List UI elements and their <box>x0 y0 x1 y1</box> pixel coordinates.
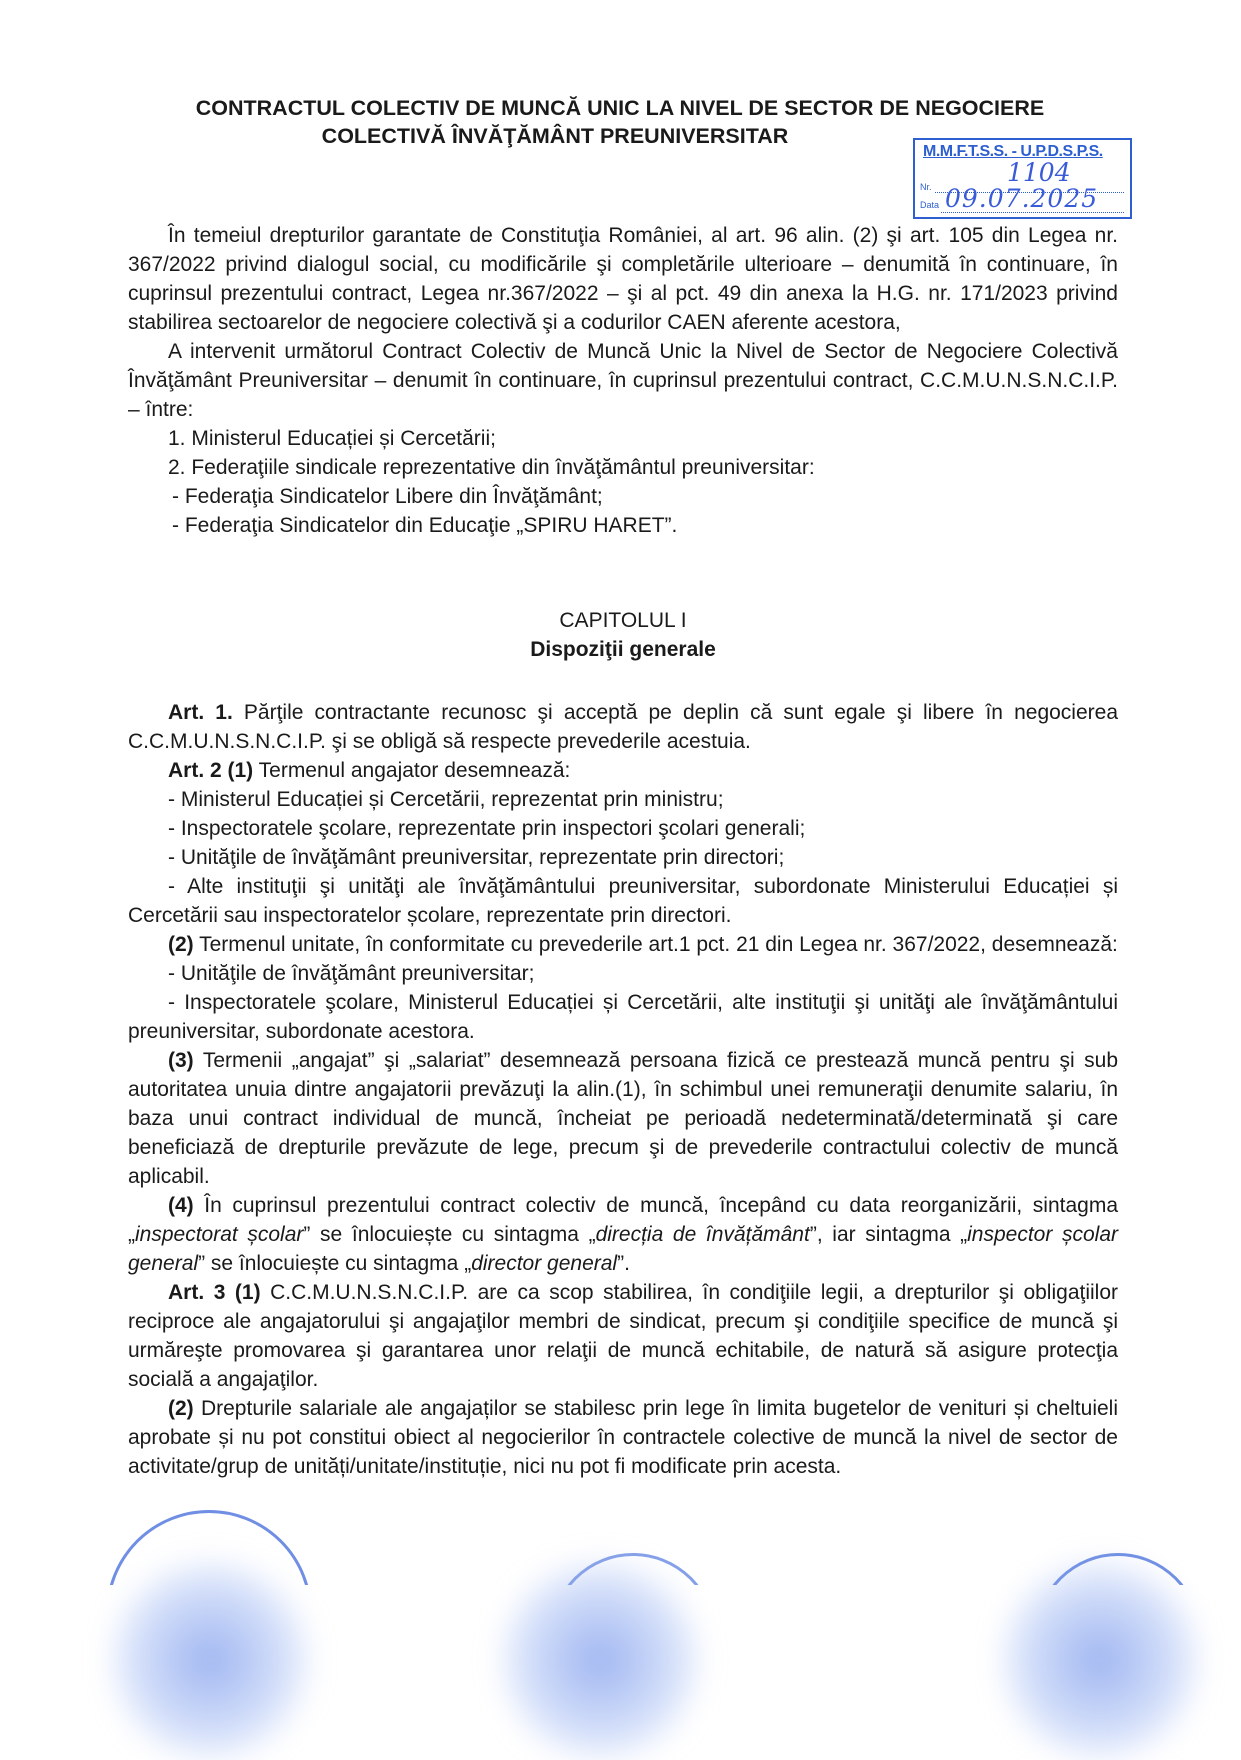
blurred-seal-left <box>110 1560 310 1760</box>
stamp-date-value: 09.07.2025 <box>945 184 1099 213</box>
article-label: Art. 3 (1) <box>168 1281 261 1304</box>
list-item: - Ministerul Educației și Cercetării, reprezentat prin ministru; <box>168 788 724 811</box>
list-item: - Unităţile de învăţământ preuniversitar, reprezentate prin directori; <box>168 846 785 869</box>
blurred-seal-center <box>500 1560 700 1760</box>
chapter-subtitle: Dispoziţii generale <box>530 638 716 661</box>
party-item: 2. Federaţiile sindicale reprezentative din învăţământul preuniversitar: <box>168 456 815 479</box>
article-label: Art. 1. <box>168 701 233 724</box>
party-item: - Federaţia Sindicatelor din Educaţie „SPIRU HARET”. <box>172 514 678 537</box>
stamp-date-label: Data <box>920 200 940 210</box>
article-2: Art. 2 (1) Termenul angajator desemnează: <box>168 759 571 782</box>
party-item: 1. Ministerul Educației și Cercetării; <box>168 427 496 450</box>
article-1: Art. 1. Părţile contractante recunosc şi acceptă pe deplin că sunt egale şi libere în negocierea C.C.M.U.N.S.N.C.I.P. şi se obligă să respecte prevederile acestuia. <box>128 701 1118 753</box>
title-line-1: CONTRACTUL COLECTIV DE MUNCĂ UNIC LA NIVEL DE SECTOR DE NEGOCIERE <box>195 96 1045 120</box>
article-2-paragraph-2: (2) Termenul unitate, în conformitate cu prevederile art.1 pct. 21 din Legea nr. 367/2022, desemnează: <box>168 933 1118 956</box>
chapter-title: CAPITOLUL I <box>559 609 687 632</box>
preamble-paragraph: În temeiul drepturilor garantate de Constituţia României, al art. 96 alin. (2) şi art. 105 din Legea nr. 367/2022 privind dialogul social, cu modificările şi completările ulterioare – denumită în continuare, în cuprinsul prezentului contract, Legea nr.367/2022 – şi al pct. 49 din anexa la H.G. nr. 171/2023 privind stabilirea sectoarelor de negociere colectivă şi a codurilor CAEN aferente acestora, <box>128 224 1118 334</box>
list-item: - Inspectoratele şcolare, reprezentate prin inspectori şcolari generali; <box>168 817 806 840</box>
title-line-2: COLECTIVĂ ÎNVĂŢĂMÂNT PREUNIVERSITAR <box>321 124 789 148</box>
stamp-header: M.M.F.T.S.S. - U.P.D.S.P.S. <box>923 143 1103 160</box>
list-item: - Unităţile de învăţământ preuniversitar; <box>168 962 535 985</box>
list-item: - Inspectoratele şcolare, Ministerul Educației și Cercetării, alte instituţii şi unităţi ale învăţământului preuniversitar, subordonate acestora. <box>128 991 1118 1043</box>
article-3-paragraph-2: (2) Drepturile salariale ale angajaților se stabilesc prin lege în limita bugetelor de venituri și cheltuieli aprobate și nu pot constitui obiect al negocierilor în contractele colective de muncă la nivel de sector de activitate/grup de unități/unitate/instituție, nici nu pot fi modificate prin acesta. <box>128 1397 1118 1478</box>
document-body <box>128 221 1118 1481</box>
registration-stamp <box>913 138 1132 219</box>
article-3: Art. 3 (1) C.C.M.U.N.S.N.C.I.P. are ca scop stabilirea, în condiţiile legii, a drepturilor şi obligaţiilor reciproce ale angajatorului şi angajaţilor membri de sindicat, precum şi condiţiile specifice de muncă şi urmăreşte promovarea şi garantarea unor relaţii de muncă echitabile, de natură să asigure protecţia socială a angajaţilor. <box>128 1281 1118 1391</box>
preamble-paragraph: A intervenit următorul Contract Colectiv de Muncă Unic la Nivel de Sector de Negociere Colectivă Învăţământ Preuniversitar – denumit în continuare, în cuprinsul prezentului contract, C.C.M.U.N.S.N.C.I.P. – între: <box>128 340 1118 421</box>
list-item: - Alte instituţii şi unităţi ale învăţământului preuniversitar, subordonate Ministerului Educației și Cercetării sau inspectoratelor școlare, reprezentate prin directori. <box>128 875 1118 927</box>
article-2-paragraph-4: (4) În cuprinsul prezentului contract colectiv de muncă, începând cu data reorganizării, sintagma „inspectorat școlar” se înlocuiește cu sintagma „direcția de învățământ”, iar sintagma „inspector școlar general” se înlocuiește cu sintagma „director general”. <box>128 1194 1119 1275</box>
stamp-nr-value: 1104 <box>1007 158 1071 187</box>
article-2-paragraph-3: (3) Termenii „angajat” şi „salariat” desemnează persoana fizică ce prestează muncă pentru şi sub autoritatea unuia dintre angajatorii prevăzuţi la alin.(1), în schimbul unei remuneraţii denumite salariu, în baza unui contract individual de muncă, încheiat pe perioadă nedeterminată/determinată şi care beneficiază de drepturile prevăzute de lege, precum şi de prevederile contractului colectiv de muncă aplicabil. <box>128 1049 1118 1188</box>
blurred-seal-right <box>1000 1560 1200 1760</box>
article-label: Art. 2 (1) <box>168 759 254 782</box>
party-item: - Federaţia Sindicatelor Libere din Învăţământ; <box>172 485 603 508</box>
stamp-nr-label: Nr. <box>920 182 932 192</box>
